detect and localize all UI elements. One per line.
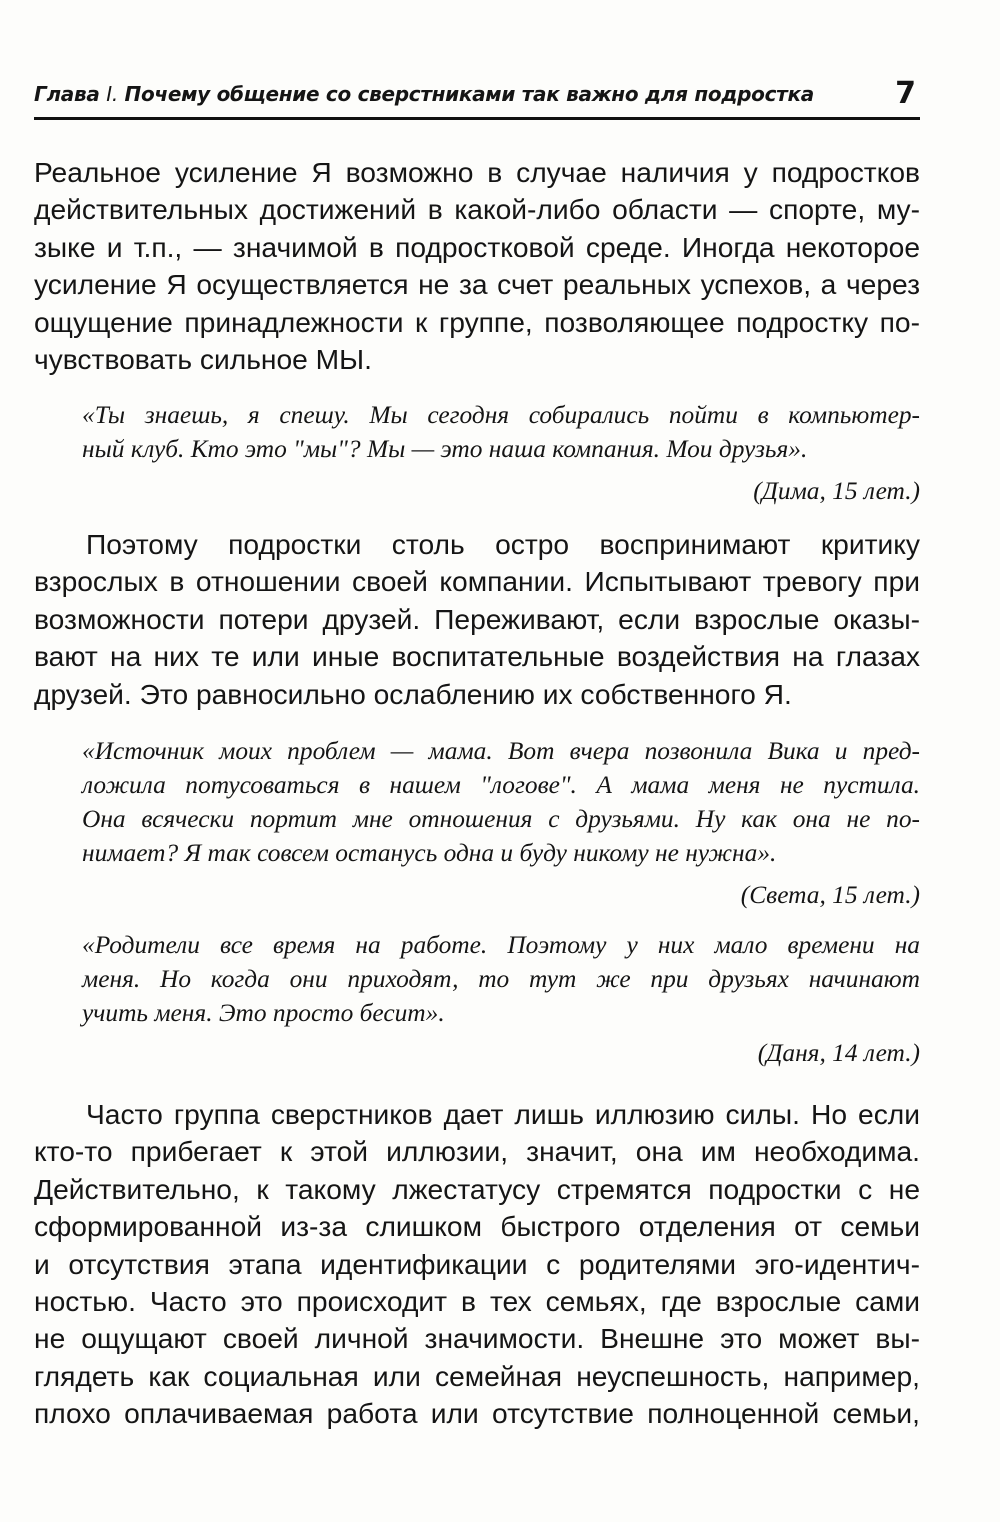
quote-2 — [82, 734, 920, 870]
quote-line: «Родители все время на работе. Поэтому у них мало времени на — [82, 931, 920, 959]
quote-3 — [82, 928, 920, 1030]
quote-line: «Источник моих проблем — мама. Вот вчера позвонила Вика и пред- — [82, 737, 920, 765]
paragraph-line: усиление Я осуществляется не за счет реальных успехов, а через — [34, 268, 920, 301]
quote-line: ложила потусоваться в нашем "логове". А мама меня не пустила. — [82, 771, 920, 799]
quote-line: Она всячески портит мне отношения с друзьями. Ну как она не по- — [82, 805, 920, 833]
paragraph-line: кто-то прибегает к этой иллюзии, значит, она им необходима. — [34, 1135, 920, 1168]
paragraph-line: глядеть как социальная или семейная неуспешность, например, — [34, 1359, 920, 1392]
paragraph-line: Действительно, к такому лжестатусу стремятся подростки с не — [34, 1172, 920, 1205]
quote-1-attribution: (Дима, 15 лет.) — [753, 477, 920, 505]
quote-line: учить меня. Это просто бесит». — [82, 999, 445, 1027]
paragraph-line: и отсутствия этапа идентификации с родителями эго-идентич- — [34, 1247, 920, 1280]
paragraph-line: ощущение принадлежности к группе, позволяющее подростку по- — [34, 305, 920, 338]
paragraph-line: Реальное усиление Я возможно в случае наличия у подростков — [34, 156, 920, 188]
paragraph-line: вают на них те или иные воспитательные воздействия на глазах — [34, 640, 920, 673]
paragraph-line: не ощущают своей личной значимости. Внешне это может вы- — [34, 1322, 920, 1355]
chapter-label: Глава — [34, 82, 100, 106]
running-head — [34, 76, 920, 111]
quote-line: нимает? Я так совсем останусь одна и буду никому не нужна». — [82, 839, 777, 867]
paragraph-line: возможности потери друзей. Переживают, если взрослые оказы- — [34, 602, 920, 635]
paragraph-1 — [34, 154, 920, 378]
chapter-heading — [34, 82, 814, 106]
chapter-title: Почему общение со сверстниками так важно для подростка — [124, 82, 814, 106]
quote-3-attribution: (Даня, 14 лет.) — [757, 1039, 920, 1067]
quote-line: ный клуб. Кто это "мы"? Мы — это наша компания. Мои друзья». — [82, 435, 808, 463]
paragraph-line: сформированной из-за слишком быстрого отделения от семьи — [34, 1210, 920, 1243]
quote-line: «Ты знаешь, я спешу. Мы сегодня собирались пойти в компьютер- — [82, 401, 920, 429]
paragraph-line: друзей. Это равносильно ослаблению их собственного Я. — [34, 677, 792, 710]
quote-line: меня. Но когда они приходят, то тут же при друзьях начинают — [82, 965, 920, 993]
quote-1 — [82, 398, 920, 466]
header-rule — [34, 117, 920, 120]
paragraph-line: ностью. Часто это происходит в тех семьях, где взрослые сами — [34, 1285, 920, 1318]
paragraph-line: Часто группа сверстников дает лишь иллюзию силы. Но если — [86, 1098, 920, 1130]
paragraph-line: Поэтому подростки столь остро воспринимают критику — [86, 528, 920, 560]
paragraph-3 — [34, 1096, 920, 1433]
quote-2-attribution: (Света, 15 лет.) — [740, 881, 920, 909]
chapter-number: I. — [106, 82, 118, 106]
paragraph-2 — [34, 526, 920, 713]
paragraph-line: взрослых в отношении своей компании. Испытывают тревогу при — [34, 565, 920, 598]
paragraph-line: чувствовать сильное МЫ. — [34, 343, 372, 376]
page-number: 7 — [895, 76, 916, 111]
paragraph-line: действительных достижений в какой-либо области — спорте, му- — [34, 193, 920, 226]
paragraph-line: плохо оплачиваемая работа или отсутствие полноценной семьи, — [34, 1397, 920, 1430]
paragraph-line: зыке и т.п., — значимой в подростковой среде. Иногда некоторое — [34, 230, 920, 263]
